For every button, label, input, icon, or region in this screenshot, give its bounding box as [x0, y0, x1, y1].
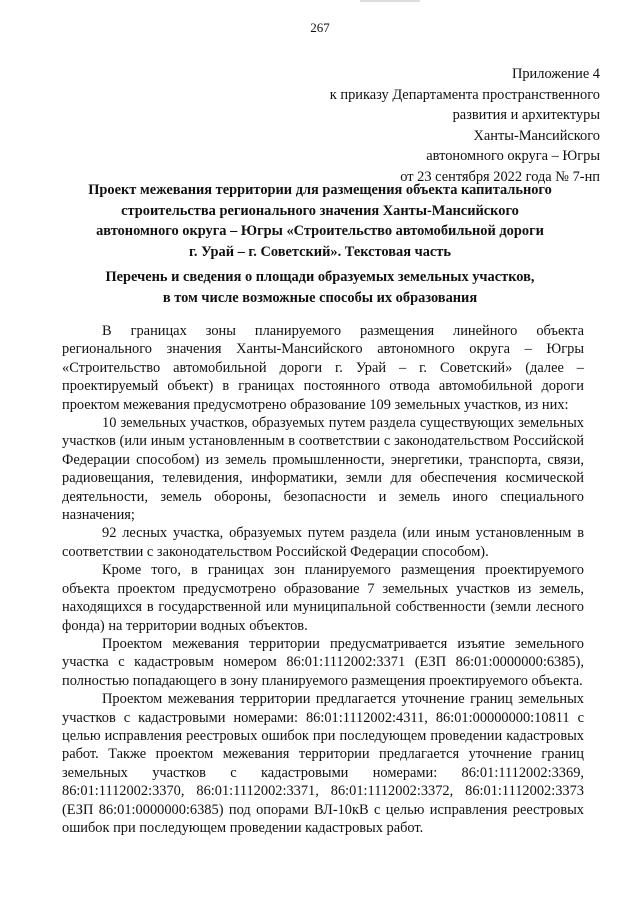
paragraph: 92 лесных участка, образуемых путем раздела (или иным установленным в соответствии с законодательством Российской Федерации способом). — [62, 525, 584, 560]
paragraph: Кроме того, в границах зон планируемого размещения проектируемого объекта проектом предусмотрено образование 7 земельных участков из земель, находящихся в государственной или муниципальной собственности (земли лесного фонда) на территории водных объектов. — [62, 562, 584, 634]
title-line: г. Урай – г. Советский». Текстовая часть — [189, 243, 451, 260]
page-number: 267 — [310, 20, 330, 35]
appendix-line: Приложение 4 — [511, 66, 600, 82]
title-line: автономного округа – Югры «Строительство автомобильной дороги — [96, 223, 544, 240]
appendix-line: автономного округа – Югры — [426, 148, 600, 165]
appendix-line: к приказу Департамента пространственного — [329, 86, 600, 103]
document-title — [62, 180, 578, 262]
paragraph: Проектом межевания территории предусматривается изъятие земельного участка с кадастровым номером 86:01:1112002:3371 (ЕЗП 86:01:0000000:6385), полностью попадающего в зону планируемого размещения проектируемого объекта. — [62, 635, 584, 689]
title-line: Проект межевания территории для размещения объекта капитального — [88, 182, 552, 198]
paragraph: Проектом межевания территории предлагается уточнение границ земельных участков с кадастровыми номерами: 86:01:1112002:4311, 86:01:00000000:10811 с целью исправления реестровых ошибок при последующем проведении кадастровых работ. Также проектом межевания территории предлагается уточнение границ земельных участков с кадастровыми номерами: 86:01:1112002:3369, 86:01:1112002:3370, 86:01:1112002:3371, 86:01:1112002:3372, 86:01:1112002:3373 (ЕЗП 86:01:0000000:6385) под опорами ВЛ-10кВ с целью исправления реестровых ошибок при последующем проведении кадастровых работ. — [62, 691, 584, 836]
paragraph: 10 земельных участков, образуемых путем раздела существующих земельных участков (или иным установленным в соответствии с законодательством Российской Федерации способом) из земель промышленности, энергетики, транспорта, связи, радиовещания, телевидения, информатики, земли для обеспечения космической деятельности, земель обороны, безопасности и земель иного специального назначения; — [62, 415, 584, 524]
appendix-line: развития и архитектуры — [452, 107, 600, 124]
appendix-block — [270, 64, 600, 188]
appendix-line: от 23 сентября 2022 года № 7-нп — [400, 168, 600, 185]
section-heading-line: Перечень и сведения о площади образуемых земельных участков, — [105, 269, 535, 285]
title-line: строительства регионального значения Ханты-Мансийского — [121, 202, 519, 219]
scan-artifact — [360, 0, 420, 2]
section-heading — [62, 267, 578, 308]
section-heading-line: в том числе возможные способы их образования — [162, 289, 478, 306]
paragraph: В границах зоны планируемого размещения линейного объекта регионального значения Ханты-Мансийского автономного округа – Югры «Строительство автомобильной дороги г. Урай – г. Советский» (далее – проектируемый объект) в границах постоянного отвода автомобильной дороги проектом межевания предусмотрено образование 109 земельных участков, из них: — [62, 323, 584, 413]
body-text — [62, 322, 584, 837]
appendix-line: Ханты-Мансийского — [473, 127, 600, 144]
